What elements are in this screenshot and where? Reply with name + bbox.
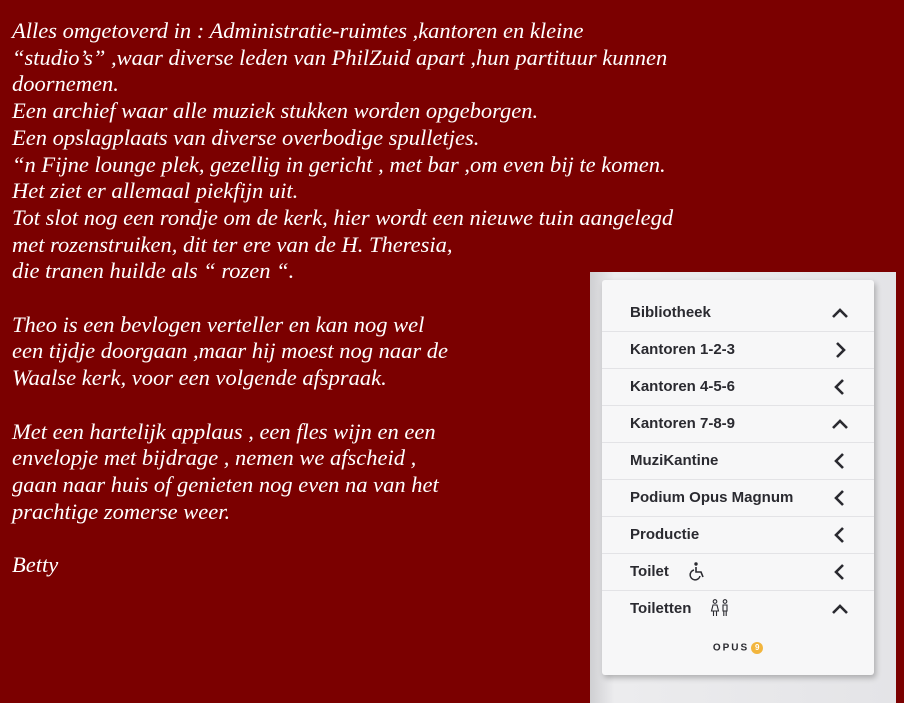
direction-sign (602, 280, 874, 675)
sign-row (602, 442, 874, 480)
article-line: Een opslagplaats van diverse overbodige spulletjes. (12, 124, 480, 150)
sign-row-label: Toilet (630, 563, 669, 580)
sign-row (602, 405, 874, 443)
logo-number: 9 (751, 642, 763, 654)
sign-row (602, 331, 874, 369)
sign-row-label: Kantoren 1-2-3 (630, 341, 736, 358)
sign-row-label: Kantoren 7-8-9 (630, 415, 736, 432)
up-arrow-icon (830, 303, 850, 323)
sign-row (602, 294, 874, 332)
left-arrow-icon (830, 377, 850, 397)
article-line: Een archief waar alle muziek stukken worden opgeborgen. (12, 98, 539, 124)
article-line: Theo is een bevlogen verteller en kan nog wel (12, 311, 425, 337)
article-line: “n Fijne lounge plek, gezellig in gericht , met bar ,om even bij te komen. (12, 151, 666, 177)
sign-row (602, 516, 874, 554)
logo-text: OPUS (712, 642, 750, 654)
sign-row-label: Toiletten (630, 600, 692, 617)
sign-row-label: Kantoren 4-5-6 (630, 378, 736, 395)
right-arrow-icon (830, 340, 850, 360)
left-arrow-icon (830, 525, 850, 545)
sign-row-label: MuziKantine (630, 452, 719, 469)
sign-row-label: Podium Opus Magnum (630, 489, 794, 506)
up-arrow-icon (830, 599, 850, 619)
article-line: Tot slot nog een rondje om de kerk, hier wordt een nieuwe tuin aangelegd (12, 204, 674, 230)
opus9-logo (602, 642, 874, 654)
article-line: prachtige zomerse weer. (12, 498, 231, 524)
up-arrow-icon (830, 414, 850, 434)
article-line: met rozenstruiken, dit ter ere van de H. Theresia, (12, 231, 453, 257)
article-line: die tranen huilde als “ rozen “. (12, 258, 295, 284)
sign-row (602, 590, 874, 627)
article-line: doornemen. (12, 71, 119, 97)
left-arrow-icon (830, 488, 850, 508)
article-line: Waalse kerk, voor een volgende afspraak. (12, 365, 387, 391)
article-line: een tijdje doorgaan ,maar hij moest nog naar de (12, 338, 449, 364)
left-arrow-icon (830, 451, 850, 471)
article-line: Met een hartelijk applaus , een fles wijn en een (12, 418, 436, 444)
article-line: Alles omgetoverd in : Administratie-ruimtes ,kantoren en kleine (12, 18, 584, 43)
restroom-icon (710, 598, 730, 618)
signboard-photo (590, 272, 896, 703)
sign-row (602, 553, 874, 591)
sign-row-label: Bibliotheek (630, 304, 711, 321)
sign-row (602, 368, 874, 406)
article-line: Het ziet er allemaal piekfijn uit. (12, 178, 299, 204)
article-line: envelopje met bijdrage , nemen we afscheid , (12, 445, 417, 471)
sign-row-label: Productie (630, 526, 700, 543)
wheelchair-icon (688, 561, 708, 581)
left-arrow-icon (830, 562, 850, 582)
article-line: “studio’s” ,waar diverse leden van PhilZuid apart ,hun partituur kunnen (12, 44, 668, 70)
author-signature: Betty (12, 552, 59, 578)
article-line: gaan naar huis of genieten nog even na van het (12, 471, 439, 497)
sign-row (602, 479, 874, 517)
